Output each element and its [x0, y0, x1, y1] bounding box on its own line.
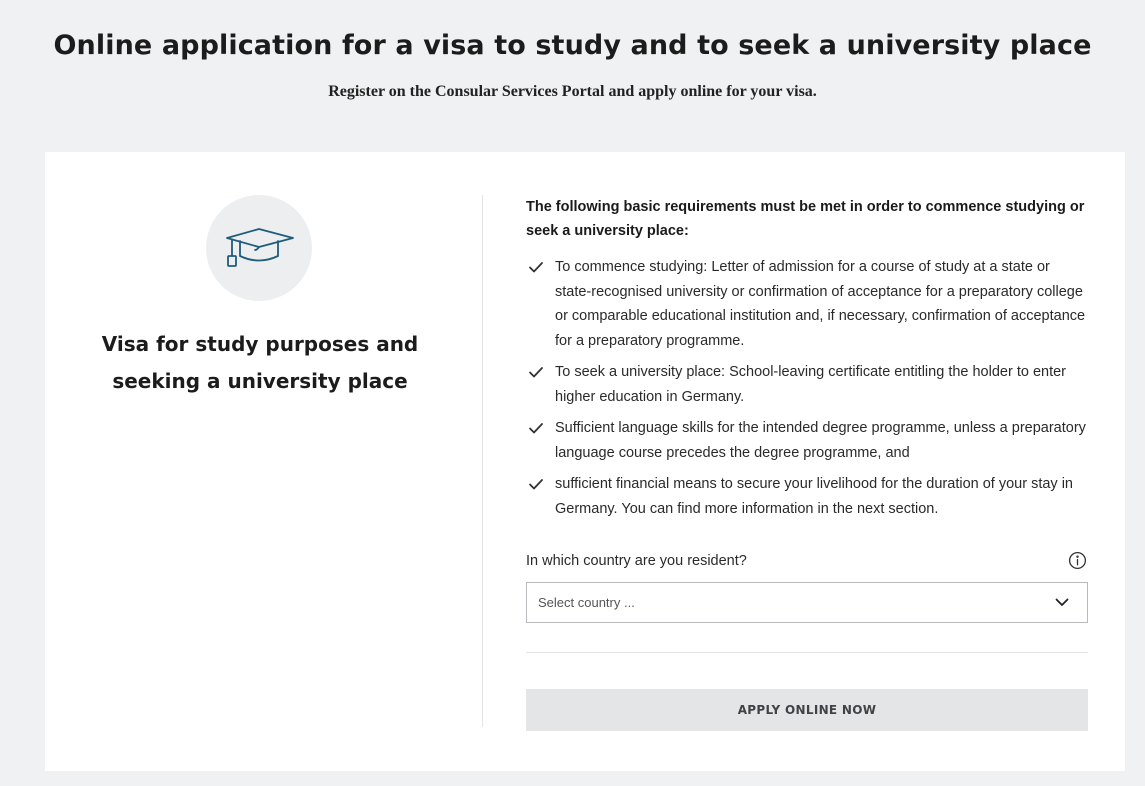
country-label-row: [526, 551, 1088, 570]
checkmark-icon: [528, 364, 544, 380]
page-header: [0, 0, 1145, 101]
country-label: In which country are you resident?: [526, 552, 747, 569]
requirement-text: To seek a university place: School-leaving certificate entitling the holder to enter higher education in Germany.: [555, 364, 1067, 405]
checkmark-icon: [528, 476, 544, 492]
list-item: [526, 416, 1088, 465]
divider: [526, 652, 1088, 653]
list-item: [526, 255, 1088, 353]
icon-circle: [206, 195, 312, 301]
apply-online-button[interactable]: APPLY ONLINE NOW: [526, 689, 1088, 731]
visa-type-title: Visa for study purposes and seeking a university place: [101, 332, 419, 393]
chevron-down-icon: [1055, 598, 1069, 607]
visa-card: [45, 152, 1125, 771]
requirements-list: [526, 255, 1088, 521]
country-select-placeholder: Select country ...: [538, 595, 635, 610]
page-title: Online application for a visa to study and to seek a university place: [53, 30, 1092, 61]
list-item: [526, 360, 1088, 409]
list-item: [526, 472, 1088, 521]
requirements-heading: The following basic requirements must be met in order to commence studying or seek a university place:: [526, 199, 1085, 239]
requirement-text: sufficient financial means to secure your livelihood for the duration of your stay in Germany. You can find more information in the next section.: [555, 476, 1073, 517]
requirement-text: Sufficient language skills for the intended degree programme, unless a preparatory language course precedes the degree programme, and: [555, 420, 1086, 461]
requirements-panel: [526, 195, 1088, 731]
checkmark-icon: [528, 259, 544, 275]
visa-summary: [45, 195, 483, 727]
requirement-text: To commence studying: Letter of admission for a course of study at a state or state-recognised university or confirmation of acceptance for a preparatory college or comparable educational institution and, if necessary, confirmation of acceptance for a preparatory programme.: [555, 259, 1086, 349]
graduation-cap-icon: [223, 226, 295, 270]
page-subtitle: Register on the Consular Services Portal and apply online for your visa.: [328, 83, 817, 100]
country-select[interactable]: [526, 582, 1088, 623]
checkmark-icon: [528, 420, 544, 436]
info-icon[interactable]: [1068, 551, 1087, 570]
